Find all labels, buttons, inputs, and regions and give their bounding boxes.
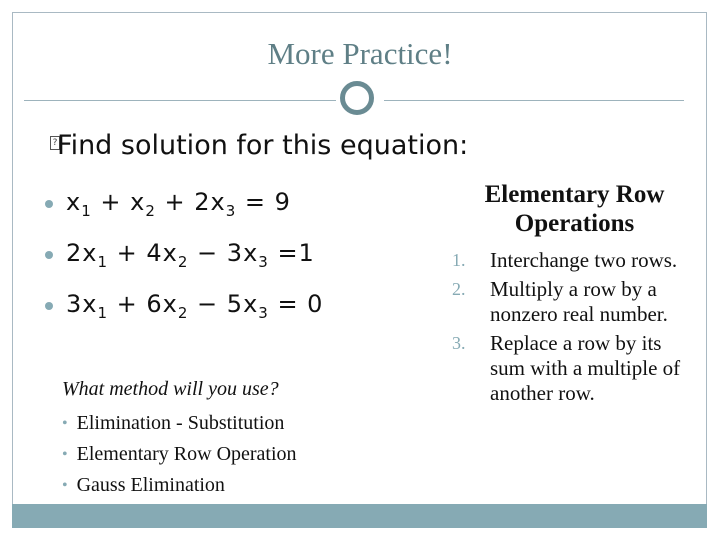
method-question: What method will you use?	[62, 378, 279, 400]
equation-item	[45, 280, 323, 331]
method-list	[62, 408, 297, 501]
footer-bar	[12, 504, 707, 528]
method-item: • Elimination - Substitution	[62, 412, 285, 434]
bullet-icon	[45, 302, 53, 310]
equation-item	[45, 178, 323, 229]
equation: $2x_1 + 4x_2 - 3x_3 =1$	[66, 238, 315, 271]
bullet-icon	[45, 251, 53, 259]
bullet-icon: •	[62, 445, 68, 463]
equation-item	[45, 229, 323, 280]
bullet-icon: •	[62, 476, 68, 494]
missing-glyph-icon: ?	[50, 136, 60, 150]
equation-list	[45, 178, 323, 331]
divider-left	[24, 100, 336, 101]
method-item: • Gauss Elimination	[62, 474, 225, 496]
operation-item: 1. Interchange two rows.	[452, 248, 678, 272]
operations-list	[452, 248, 702, 410]
divider-right	[384, 100, 684, 101]
operation-item: 2. Multiply a row by a nonzero real number.	[452, 277, 668, 326]
heading-row	[50, 130, 468, 161]
elementary-ops-title: Elementary Row Operations	[484, 181, 665, 237]
slide-heading: Find solution for this equation:	[57, 130, 469, 161]
slide-title: More Practice!	[267, 36, 453, 71]
bullet-icon	[45, 200, 53, 208]
equation: $3x_1 + 6x_2 - 5x_3 = 0$	[66, 289, 324, 322]
method-item: • Elementary Row Operation	[62, 443, 297, 465]
operation-item: 3. Replace a row by its sum with a multiple of another row.	[452, 331, 681, 405]
equation: $x_1 + x_2 + 2x_3 = 9$	[66, 187, 291, 220]
circle-ornament-icon	[340, 81, 374, 115]
bullet-icon: •	[62, 414, 68, 432]
